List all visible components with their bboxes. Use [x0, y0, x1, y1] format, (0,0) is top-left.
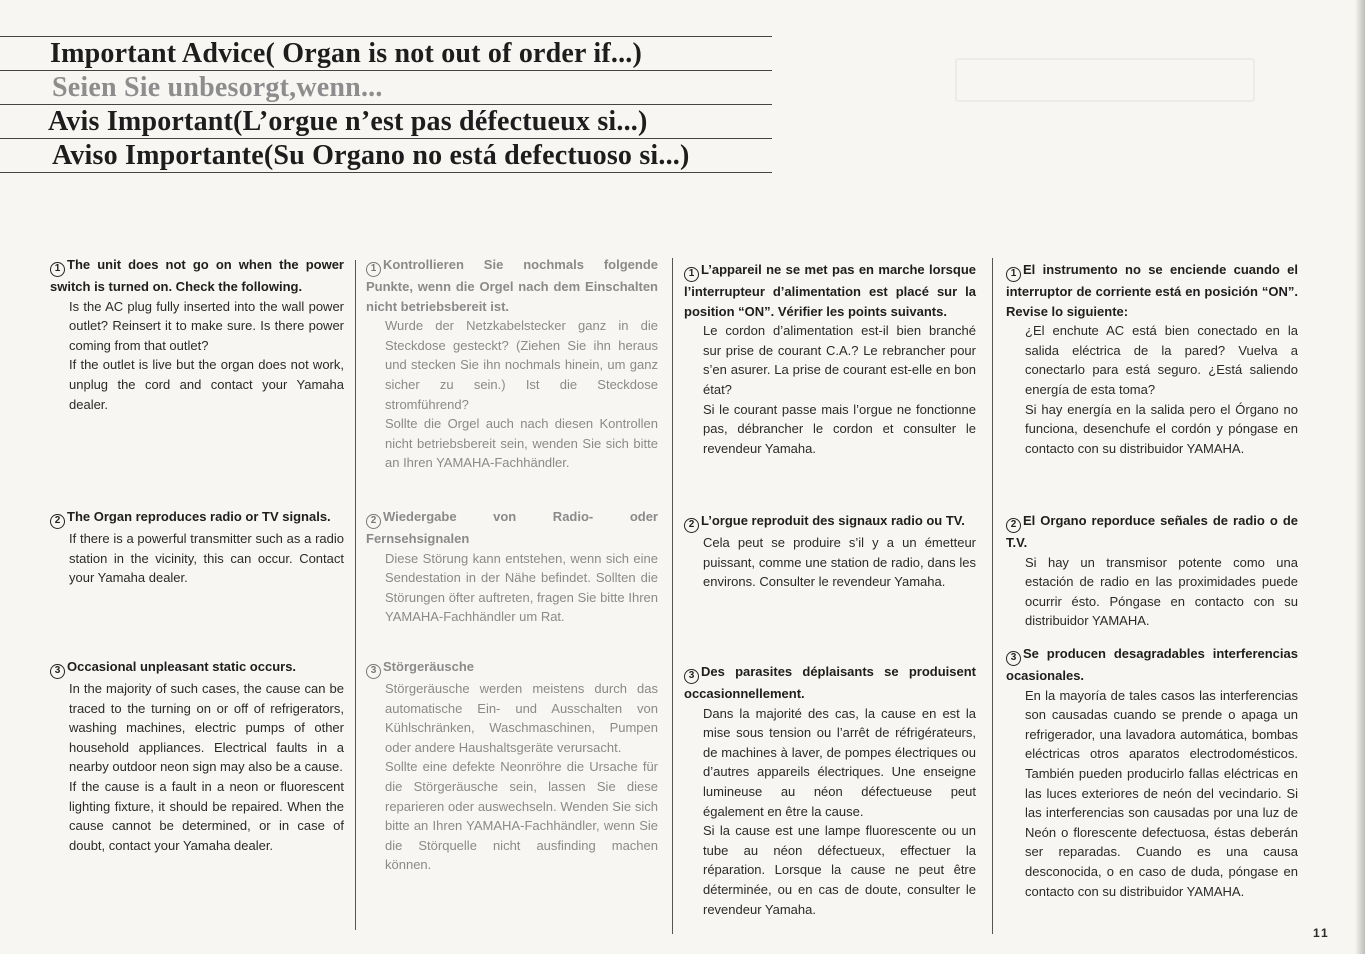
list-item: [1006, 644, 1298, 901]
item-title: Des parasites déplaisants se produisent occasionnellement.: [684, 664, 976, 701]
page-number: 11: [1313, 926, 1330, 940]
list-item: [50, 255, 344, 414]
paragraph: Störgeräusche werden meistens durch das automatische Ein- und Ausschalten von Kühlschränken, Waschmaschinen, Pumpen oder andere Haushaltsgeräte verursacht.: [385, 681, 658, 755]
number-3-icon: 3: [684, 669, 699, 684]
item-title: Wiedergabe von Radio- oder Fernsehsignalen: [366, 509, 658, 546]
number-3-icon: 3: [366, 664, 381, 679]
paragraph: If the cause is a fault in a neon or fluorescent lighting fixture, it should be repaired. When the cause cannot be determined, or in case of doubt, contact your Yamaha dealer.: [69, 778, 344, 853]
paragraph: ¿El enchute AC está bien conectado en la salida eléctrica de la pared? Vuelva a conectarlo para está seguro. ¿Está saliendo energía de esta toma?: [1025, 323, 1298, 397]
number-2-icon: 2: [1006, 518, 1021, 533]
bleed-through-shape: [955, 58, 1255, 102]
number-2-icon: 2: [366, 514, 381, 529]
list-item: [684, 511, 976, 592]
item-title: Störgeräusche: [383, 659, 475, 674]
number-1-icon: 1: [366, 262, 381, 277]
list-item: [684, 662, 976, 919]
paragraph: En la mayoría de tales casos las interferencias son causadas cuando se prende o apaga un refrigerador, una lavadora automática, bombas eléctricas otros aparatos electrodomésticos. También pueden producirlo fallas eléctricas en las luces exteriores de neón del vecindario. Si las interferencias son causadas por una luz de Neón o florescente defectuosa, éstas deberán ser reparadas. Cuando es una causa desconocida, o en caso de duda, póngase en contacto con su distribuidor YAMAHA.: [1025, 687, 1298, 899]
heading-spanish: Aviso Importante(Su Organo no está defectuoso si...): [52, 140, 690, 171]
paragraph: Si hay un transmisor potente como una estación de radio en las proximidades puede ocurrir ésto. Póngase en contacto con su distribuidor YAMAHA.: [1025, 554, 1298, 629]
paragraph: In the majority of such cases, the cause can be traced to the turning on or off of refrigerators, washing machines, electric pumps of other household appliances. Electrical faults in a nearby outdoor neon sign may also be a cause.: [69, 681, 344, 775]
column-divider: [992, 258, 993, 934]
column-divider: [672, 258, 673, 934]
number-1-icon: 1: [1006, 267, 1021, 282]
paragraph: Si le courant passe mais l’orgue ne fonctionne pas, débrancher le cordon et consulter le revendeur Yamaha.: [703, 401, 976, 456]
paragraph: If there is a powerful transmitter such as a radio station in the vicinity, this can occur. Contact your Yamaha dealer.: [69, 531, 344, 586]
paragraph: If the outlet is live but the organ does not work, unplug the cord and contact your Yamaha dealer.: [69, 357, 344, 412]
paragraph: Cela peut se produire s’il y a un émetteur puissant, comme une station de radio, dans les environs. Consulter le revendeur Yamaha.: [703, 535, 976, 590]
column-divider: [355, 260, 356, 930]
paragraph: Le cordon d’alimentation est-il bien branché sur prise de courant C.A.? Le rebrancher pour s’en asurer. La prise de courant est-elle en bon état?: [703, 323, 976, 397]
list-item: [366, 507, 658, 627]
list-item: [366, 255, 658, 473]
paragraph: Si hay energía en la salida pero el Órgano no funciona, desenchufe el cordón y póngase en contacto con su distribuidor YAMAHA.: [1025, 401, 1298, 456]
list-item: [50, 657, 344, 855]
item-title: Kontrollieren Sie nochmals folgende Punkte, wenn die Orgel nach dem Einschalten nicht betriebsbereit ist.: [366, 257, 658, 314]
paragraph: Sollte eine defekte Neonröhre die Ursache für die Störgeräusche sein, lassen Sie diese reparieren oder auswechseln. Wenden Sie sich bitte an Ihren YAMAHA-Fachhändler, wenn Sie die Störquelle nicht ausfinding machen können.: [385, 759, 658, 873]
paragraph: Si la cause est une lampe fluorescente ou un tube au néon défectueux, effectuer la réparation. Lorsque la cause ne peut être déterminée, ou en cas de doute, consulter le revendeur Yamaha.: [703, 823, 976, 917]
paragraph: Is the AC plug fully inserted into the wall power outlet? Reinsert it to make sure. Is there power coming from that outlet?: [69, 298, 344, 353]
number-1-icon: 1: [684, 267, 699, 282]
paragraph: Diese Störung kann entstehen, wenn sich eine Sendestation in der Nähe befindet. Sollten die Störungen öfter auftreten, fragen Sie bitte Ihren YAMAHA-Fachhändler um Rat.: [385, 550, 658, 625]
item-title: L’appareil ne se met pas en marche lorsque l’interrupteur d’alimentation est placé sur la position “ON”. Vérifier les points suivants.: [684, 262, 976, 319]
list-item: [366, 657, 658, 875]
item-title: The unit does not go on when the power switch is turned on. Check the following.: [50, 257, 344, 294]
item-title: El Organo reporduce señales de radio o de T.V.: [1006, 513, 1298, 550]
item-title: L’orgue reproduit des signaux radio ou TV.: [701, 513, 965, 528]
list-item: [50, 507, 344, 588]
heading-french: Avis Important(L’orgue n’est pas défectueux si...): [48, 106, 648, 137]
list-item: [1006, 260, 1298, 458]
headings-block: [0, 36, 772, 173]
paragraph: Sollte die Orgel auch nach diesen Kontrollen nicht betriebsbereit sein, wenden Sie sich bitte an Ihren YAMAHA-Fachhändler.: [385, 416, 658, 471]
item-title: El instrumento no se enciende cuando el interruptor de corriente está en posición “ON”. Revise lo siguiente:: [1006, 262, 1298, 319]
number-3-icon: 3: [50, 664, 65, 679]
paragraph: Wurde der Netzkabelstecker ganz in die Steckdose gesteckt? (Ziehen Sie ihn heraus und stecken Sie ihn nochmals hinein, um ganz sicher zu sein.) Ist die Steckdose stromführend?: [385, 318, 658, 412]
number-2-icon: 2: [684, 518, 699, 533]
number-1-icon: 1: [50, 262, 65, 277]
list-item: [684, 260, 976, 458]
heading-german: Seien Sie unbesorgt,wenn...: [52, 72, 383, 103]
item-title: The Organ reproduces radio or TV signals.: [67, 509, 331, 524]
page-edge-shadow: [1355, 0, 1365, 954]
item-title: Se producen desagradables interferencias ocasionales.: [1006, 646, 1298, 683]
item-title: Occasional unpleasant static occurs.: [67, 659, 297, 674]
number-3-icon: 3: [1006, 651, 1021, 666]
paragraph: Dans la majorité des cas, la cause en est la mise sous tension ou l’arrêt de réfrigérateurs, de machines à laver, de pompes électriques ou d’autres appareils électriques. Une enseigne lumineuse au néon défectueuse peut également en être la cause.: [703, 705, 976, 819]
number-2-icon: 2: [50, 514, 65, 529]
list-item: [1006, 511, 1298, 631]
heading-english: Important Advice( Organ is not out of order if...): [50, 38, 642, 69]
